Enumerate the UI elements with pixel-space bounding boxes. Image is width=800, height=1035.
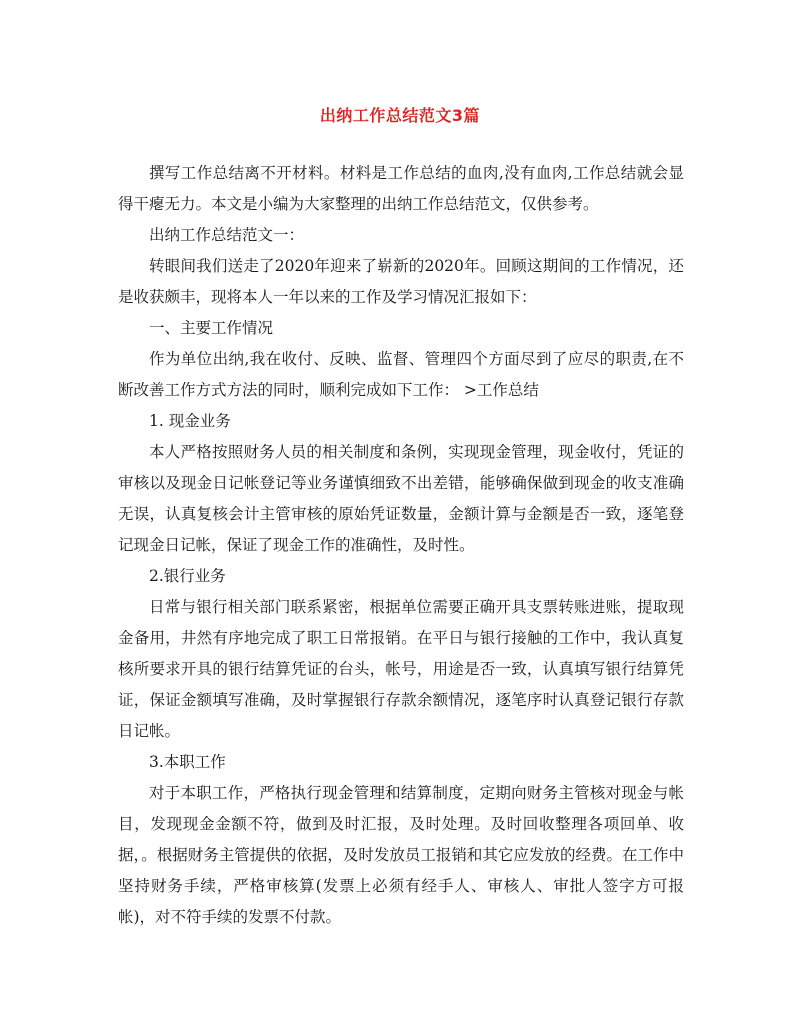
subheading-cash-business: 1. 现金业务 [149,412,231,430]
subheading-own-work: 3.本职工作 [149,753,226,771]
paragraph-duties: 作为单位出纳,我在收付、反映、监督、管理四个方面尽到了应尽的职责,在不断改善工作方式方法的同时，顺利完成如下工作： >工作总结 [118,350,684,399]
section-heading-sample-one: 出纳工作总结范文一： [149,226,305,244]
document-title: 出纳工作总结范文3篇 [319,106,481,125]
section-heading-main-work: 一、主要工作情况 [149,319,274,337]
document-body [118,158,684,933]
paragraph-cash-business: 本人严格按照财务人员的相关制度和条例，实现现金管理，现金收付，凭证的审核以及现金日记帐登记等业务谨慎细致不出差错，能够确保做到现金的收支准确无误，认真复核会计主管审核的原始凭证数量，金额计算与金额是否一致，逐笔登记现金日记帐，保证了现金工作的准确性，及时性。 [118,443,684,554]
paragraph-bank-business: 日常与银行相关部门联系紧密，根据单位需要正确开具支票转账进账，提取现金备用，井然有序地完成了职工日常报销。在平日与银行接触的工作中，我认真复核所要求开具的银行结算凭证的台头，帐号，用途是否一致，认真填写银行结算凭证，保证金额填写准确，及时掌握银行存款余额情况，逐笔序时认真登记银行存款日记帐。 [118,598,684,740]
subheading-bank-business: 2.银行业务 [149,567,226,585]
paragraph-intro: 撰写工作总结离不开材料。材料是工作总结的血肉,没有血肉,工作总结就会显得干瘪无力。本文是小编为大家整理的出纳工作总结范文，仅供参考。 [118,164,684,213]
paragraph-own-work: 对于本职工作，严格执行现金管理和结算制度，定期向财务主管核对现金与帐目，发现现金金额不符，做到及时汇报，及时处理。及时回收整理各项回单、收据，。根据财务主管提供的依据，及时发放员工报销和其它应发放的经费。在工作中坚持财务手续，严格审核算(发票上必须有经手人、审核人、审批人签字方可报帐)，对不符手续的发票不付款。 [118,784,684,926]
paragraph-review: 转眼间我们送走了2020年迎来了崭新的2020年。回顾这期间的工作情况，还是收获颇丰，现将本人一年以来的工作及学习情况汇报如下： [118,257,684,306]
